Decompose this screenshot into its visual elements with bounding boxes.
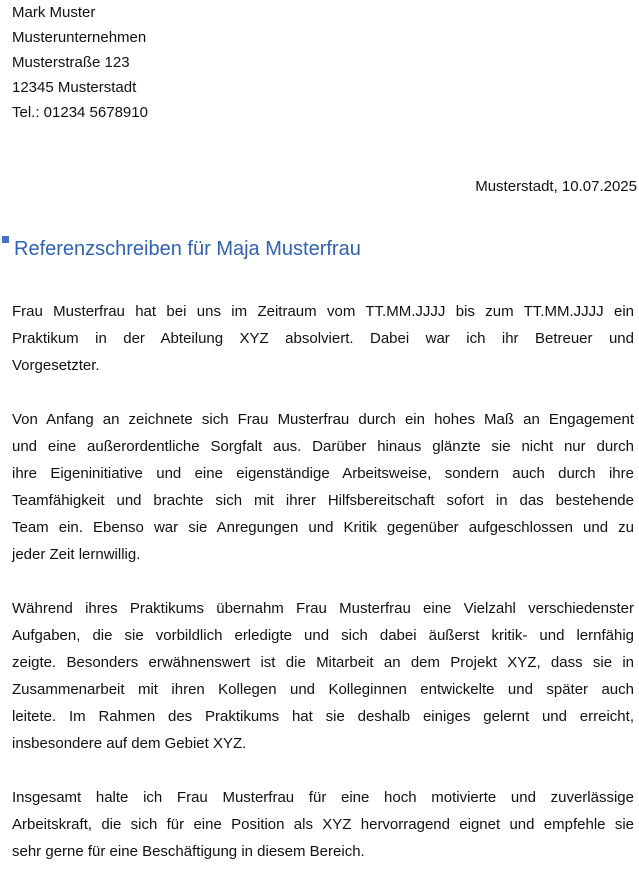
text-line: Team ein. Ebenso war sie Anregungen und Kritik gegenüber aufgeschlossen und zu <box>12 519 634 536</box>
text-line: Von Anfang an zeichnete sich Frau Musterfrau durch ein hohes Maß an Engagement <box>12 411 634 428</box>
text-line: Praktikum in der Abteilung XYZ absolviert. Dabei war ich ihr Betreuer und <box>12 330 634 347</box>
letter-date: Musterstadt, 10.07.2025 <box>475 178 637 195</box>
text-line: Frau Musterfrau hat bei uns im Zeitraum vom TT.MM.JJJJ bis zum TT.MM.JJJJ ein <box>12 303 634 320</box>
sender-address-block <box>12 0 148 125</box>
text-line: leitete. Im Rahmen des Praktikums hat sie deshalb einiges gelernt und erreicht, <box>12 708 634 725</box>
letter-title: Referenzschreiben für Maja Musterfrau <box>14 238 361 260</box>
text-line: Arbeitskraft, die sich für eine Position als XYZ hervorragend eignet und empfehle sie <box>12 816 634 833</box>
text-line: Zusammenarbeit mit ihren Kollegen und Kolleginnen entwickelte und später auch <box>12 681 634 698</box>
text-line: zeigte. Besonders erwähnenswert ist die Mitarbeit an dem Projekt XYZ, dass sie in <box>12 654 634 671</box>
paragraph-1 <box>12 298 634 379</box>
text-line: insbesondere auf dem Gebiet XYZ. <box>12 735 247 752</box>
sender-phone: Tel.: 01234 5678910 <box>12 104 148 121</box>
text-line: Während ihres Praktikums übernahm Frau Musterfrau eine Vielzahl verschiedenster <box>12 600 634 617</box>
heading-marker <box>2 236 9 243</box>
text-line: jeder Zeit lernwillig. <box>12 546 141 563</box>
text-line: Teamfähigkeit und brachte sich mit ihrer Hilfsbereitschaft sofort in das bestehende <box>12 492 634 509</box>
paragraph-2 <box>12 406 634 568</box>
paragraph-4 <box>12 784 634 865</box>
sender-street: Musterstraße 123 <box>12 54 130 71</box>
letter-body <box>12 298 634 892</box>
text-line: sehr gerne für eine Beschäftigung in diesem Bereich. <box>12 843 365 860</box>
text-line: Aufgaben, die sie vorbildlich erledigte und sich dabei äußerst kritik- und lernfähig <box>12 627 634 644</box>
paragraph-3 <box>12 595 634 757</box>
sender-city: 12345 Musterstadt <box>12 79 137 96</box>
text-line: Insgesamt halte ich Frau Musterfrau für eine hoch motivierte und zuverlässige <box>12 789 634 806</box>
text-line: und eine außerordentliche Sorgfalt aus. Darüber hinaus glänzte sie nicht nur durch <box>12 438 634 455</box>
sender-company: Musterunternehmen <box>12 29 147 46</box>
sender-name: Mark Muster <box>12 4 96 21</box>
text-line: Vorgesetzter. <box>12 357 100 374</box>
text-line: ihre Eigeninitiative und eine eigenständige Arbeitsweise, sondern auch durch ihre <box>12 465 634 482</box>
